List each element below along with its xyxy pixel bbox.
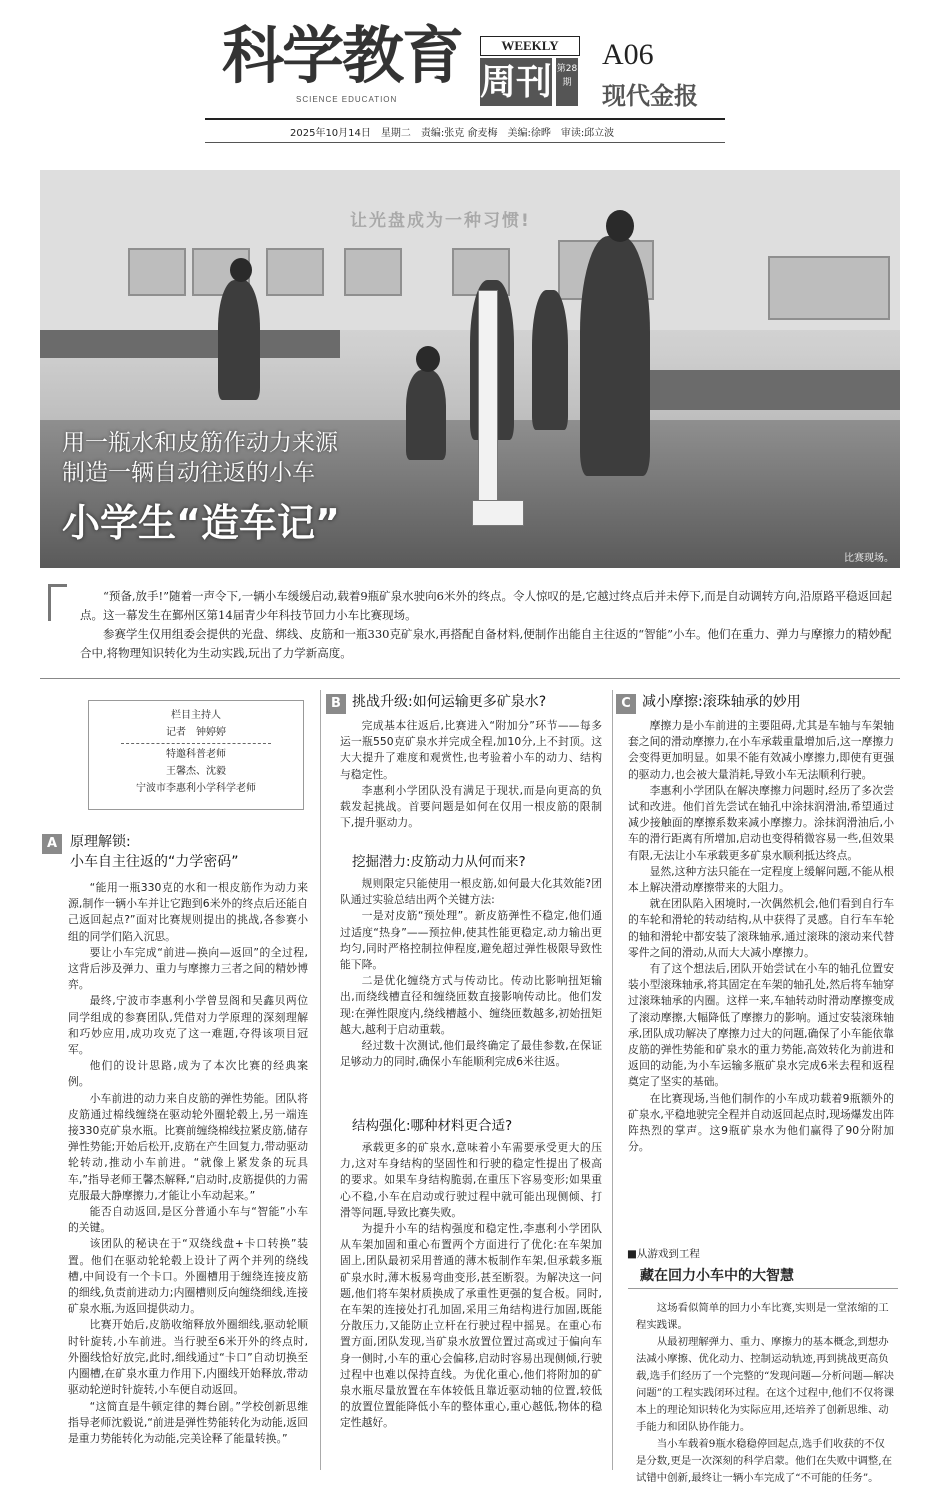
lead-rule [40,678,900,679]
person [218,280,260,400]
section-c-body [628,718,894,1155]
paragraph: “能用一瓶330克的水和一根皮筋作为动力来源,制作一辆小车并让它跑到6米外的终点后还能自己返回起点?”面对比赛规则提出的挑战,各参赛小组的同学们陷入沉思。 [68,881,308,943]
paragraph: “这简直是牛顿定律的舞台剧。”学校创新思维指导老师沈毅说,“前进是弹性势能转化为动能,返回是重力势能转化为动能,完美诠释了能量转换。” [68,1399,308,1445]
photo-headline [62,428,338,488]
paragraph: 为提升小车的结构强度和稳定性,李惠利小学团队从车架加固和重心布置两个方面进行了优化:在车架加固上,团队最初采用普通的薄木板制作车架,但承载多瓶矿泉水时,薄木板易弯曲变形,甚至断裂。为解决这一问题,他们将车架材质换成了承重性更强的复合板。同时,在车架的连接处打孔加固,采用三角结构进行加固,既能分散压力,又能防止立杆在行驶过程中摇晃。在重心布置方面,团队发现,当矿泉水放置位置过高或过于偏向车身一侧时,小车的重心会偏移,启动时容易出现侧倾,行驶过程中也难以保持直线。为优化重心,他们将附加的矿泉水瓶尽量放置在车体较低且靠近驱动轴的位置,较低的放置位置能降低小车的整体重心,重心越低,物体的稳定性越好。 [340,1222,602,1430]
section-b-body2 [340,876,602,1070]
host-reporter: 记者 钟婷婷 [166,727,226,738]
paragraph: 小车前进的动力来自皮筋的弹性势能。团队将皮筋通过棉线缠绕在驱动轮外圈轮毂上,另一端连接330克矿泉水瓶。比赛前缠绕棉线拉紧皮筋,储存弹性势能;开始后松开,皮筋在产生回复力,带动驱动轮转动,推动小车前进。“就像上紧发条的玩具车,”指导老师王馨杰解释,“启动时,皮筋提供的力需克服最大静摩擦力,才能让小车动起来。” [68,1091,308,1202]
paragraph: 二是优化缠绕方式与传动比。传动比影响扭矩输出,而绕线槽直径和缠绕匝数直接影响传动比。他们发现:在弹性限度内,绕线槽越小、缠绕匝数越多,初始扭矩越大,越利于启动重载。 [340,974,602,1036]
section-b-body1 [340,718,602,831]
section-a-subtitle: 小车自主往返的“力学密码” [70,854,239,870]
section-badge-c: C [616,694,636,714]
masthead-rule [205,118,725,120]
paragraph: 当小车载着9瓶水稳稳停回起点,选手们收获的不仅是分数,更是一次深刻的科学启蒙。他们在失败中调整,在试错中创新,最终让一辆小车完成了“不可能的任务”。 [636,1438,892,1484]
section-badge-a: A [42,834,62,854]
paragraph: 在比赛现场,当他们制作的小车成功载着9瓶额外的矿泉水,平稳地驶完全程并自动返回起点时,现场爆发出阵阵热烈的掌声。这9瓶矿泉水为他们赢得了90分附加分。 [628,1091,894,1154]
lead-bracket [48,584,67,621]
car-body [472,500,524,526]
person-head [606,210,634,242]
expert-names: 王馨杰、沈毅 [166,766,226,777]
column-rule [612,690,613,1470]
paragraph: 能否自动返回,是区分普通小车与“智能”小车的关键。 [68,1205,308,1235]
lead-p2: 参赛学生仅用组委会提供的光盘、绑线、皮筋和一瓶330克矿泉水,再搭配自备材料,便制作出能自主往返的“智能”小车。他们在重力、弹力与摩擦力的精妙配合中,将物理知识转化为生动实践,玩出了力学新高度。 [80,627,892,660]
section-a-body [68,880,308,1447]
host-label: 栏目主持人 [171,710,221,721]
paragraph: 承载更多的矿泉水,意味着小车需要承受更大的压力,这对车身结构的坚固性和行驶的稳定性提出了极高的要求。如果车身结构脆弱,在重压下容易变形;如果重心不稳,小车在启动或行驶过程中就可能出现侧倾、打滑等问题,导致比赛失败。 [340,1141,602,1219]
section-b-sub2: 结构强化:哪种材料更合适? [352,1118,513,1134]
paragraph: 一是对皮筋“预处理”。新皮筋弹性不稳定,他们通过适度“热身”——预拉伸,使其性能更稳定,动力输出更均匀,同时严格控制拉伸程度,避免超过弹性极限导致性能下降。 [340,909,602,972]
wall-slogan: 让光盘成为一种习惯! [350,211,531,231]
page-number: A06 [602,38,654,71]
credit-rule [205,142,725,143]
person-head [416,346,440,372]
weekly-badge [480,36,580,106]
credit-line: 2025年10月14日 星期二 责编:张克 俞麦梅 美编:徐晔 审读:邱立波 [290,128,615,139]
expert-school: 宁波市李惠利小学科学老师 [136,783,256,794]
paragraph: 要让小车完成“前进—换向—返回”的全过程,这背后涉及弹力、重力与摩擦力三者之间的精妙博弈。 [68,945,308,992]
sidebar-title: 藏在回力小车中的大智慧 [640,1268,794,1284]
masthead-title: 科学教育 [222,19,463,92]
paragraph: 他们的设计思路,成为了本次比赛的经典案例。 [68,1059,308,1089]
person [406,370,446,460]
hero-photo [40,170,900,568]
lead-paragraph [80,587,892,663]
column-rule [320,690,321,1470]
paragraph: 经过数十次测试,他们最终确定了最佳参数,在保证足够动力的同时,确保小车能顺利完成6米往返。 [340,1039,602,1069]
car-mast [478,290,498,522]
dash-divider [121,743,271,744]
info-board [768,256,890,320]
lead-p1: “预备,放手!”随着一声令下,一辆小车缓缓启动,载着9瓶矿泉水驶向6米外的终点。令人惊叹的是,它越过终点后并未停下,而是自动调转方向,沿原路平稳返回起点。这一幕发生在鄞州区第14届青少年科技节回力小车比赛现场。 [80,589,892,622]
person [532,290,568,430]
section-b-sub1: 挖掘潜力:皮筋动力从何而来? [352,854,526,870]
paragraph: 就在团队陷入困境时,一次偶然机会,他们看到自行车的车轮和滑轮的转动结构,从中获得了灵感。自行车车轮的轴和滑轮中都安装了滚珠轴承,通过滚珠的滚动来代替零件之间的滑动,从而大大减小摩擦力。 [628,897,894,959]
headline-line1: 用一瓶水和皮筋作动力来源 [62,430,338,456]
main-title: 小学生“造车记” [62,501,340,545]
person-head [230,258,252,282]
paragraph: 有了这个想法后,团队开始尝试在小车的轴孔位置安装小型滚珠轴承,将其固定在车架的轴孔处,然后将车轴穿过滚珠轴承的内圈。这样一来,车轴转动时滑动摩擦变成了滚动摩擦,大幅降低了摩擦力的影响。通过安装滚珠轴承,团队成功解决了摩擦力过大的问题,确保了小车能依靠皮筋的弹性势能和矿泉水的重力势能,高效转化为前进和返回的动能,为小车运输多瓶矿泉水完成6米去程和返程奠定了坚实的基础。 [628,962,894,1089]
section-a-title: 原理解锁: [70,834,131,850]
paragraph: 完成基本往返后,比赛进入“附加分”环节——每多运一瓶550克矿泉水并完成全程,加10分,上不封顶。这大大提升了难度和观赏性,也考验着小车的动力、结构与稳定性。 [340,719,602,781]
section-b-title: 挑战升级:如何运输更多矿泉水? [352,694,547,710]
weekly-en: WEEKLY [480,36,580,56]
section-c-title: 减小摩擦:滚珠轴承的妙用 [642,694,801,710]
paragraph: 李惠利小学团队没有满足于现状,而是向更高的负载发起挑战。首要问题是如何在仅用一根皮筋的限制下,提升驱动力。 [340,783,602,830]
paragraph: 比赛开始后,皮筋收缩释放外圈细线,驱动轮顺时针旋转,小车前进。当行驶至6米开外的终点时,外圈线恰好放完,此时,细线通过“卡口”自动切换至内圈槽,在矿泉水重力作用下,内圈线开始释放,带动驱动轮逆时针旋转,小车便自动返回。 [68,1318,308,1397]
photo-caption: 比赛现场。 [844,553,894,564]
paragraph: 显然,这种方法只能在一定程度上缓解问题,不能从根本上解决滑动摩擦带来的大阻力。 [628,864,894,895]
weekly-cn: 周刊 [480,58,552,106]
paragraph: 这场看似简单的回力小车比赛,实则是一堂浓缩的工程实践课。 [636,1302,889,1331]
sidebar-tag: ■从游戏到工程 [627,1248,700,1260]
paragraph: 从最初理解弹力、重力、摩擦力的基本概念,到想办法减小摩擦、优化动力、控制运动轨迹,再到挑战更高负载,选手们经历了一个完整的“发现问题—分析问题—解决问题”的工程实践闭环过程。在这个过程中,他们不仅将课本上的理论知识转化为实际应用,还培养了创新思维、动手能力和团队协作能力。 [636,1336,894,1433]
section-badge-b: B [326,694,346,714]
host-box [88,700,304,810]
paragraph: 最终,宁波市李惠利小学曾昱阁和吴鑫贝两位同学组成的参赛团队,凭借对力学原理的深刻理解和巧妙应用,成功攻克了这一难题,夺得该项目冠军。 [68,994,308,1057]
issue-number: 第28期 [556,58,578,106]
sidebar-rule [628,1288,898,1289]
sidebar-body [636,1300,894,1487]
person [580,236,650,476]
paragraph: 摩擦力是小车前进的主要阻碍,尤其是车轴与车架轴套之间的滑动摩擦力,在小车承载重量增加后,这一摩擦力会变得更加明显。如果不能有效减小摩擦力,即使有更强的驱动力,也会被大量消耗,导致小车无法顺利行驶。 [628,719,894,781]
paragraph: 李惠利小学团队在解决摩擦力问题时,经历了多次尝试和改进。他们首先尝试在轴孔中涂抹润滑油,希望通过减少接触面的摩擦系数来减小摩擦力。涂抹润滑油后,小车的滑行距离有所增加,启动也变得稍微容易一些,但效果有限,无法让小车承载更多矿泉水顺利抵达终点。 [628,783,894,862]
headline-line2: 制造一辆自动往返的小车 [62,460,315,486]
paragraph: 规则限定只能使用一根皮筋,如何最大化其效能?团队通过实验总结出两个关键方法: [340,877,602,907]
wall-poster [128,248,186,296]
section-b-body3 [340,1140,602,1432]
paper-name: 现代金报 [602,81,698,110]
lab-table [640,370,900,410]
lab-table [40,330,340,358]
masthead-subtitle: SCIENCE EDUCATION [296,95,398,104]
wall-poster [266,248,324,296]
wall-poster [344,248,402,296]
expert-label: 特邀科普老师 [166,749,226,760]
paragraph: 该团队的秘诀在于“双绕线盘+卡口转换”装置。他们在驱动轮轮毂上设计了两个并列的绕线槽,中间设有一个卡口。外圈槽用于缠绕连接皮筋的细线,负责前进动力;内圈槽则反向缠绕细线,连接矿泉水瓶,为返回提供动力。 [68,1237,308,1316]
